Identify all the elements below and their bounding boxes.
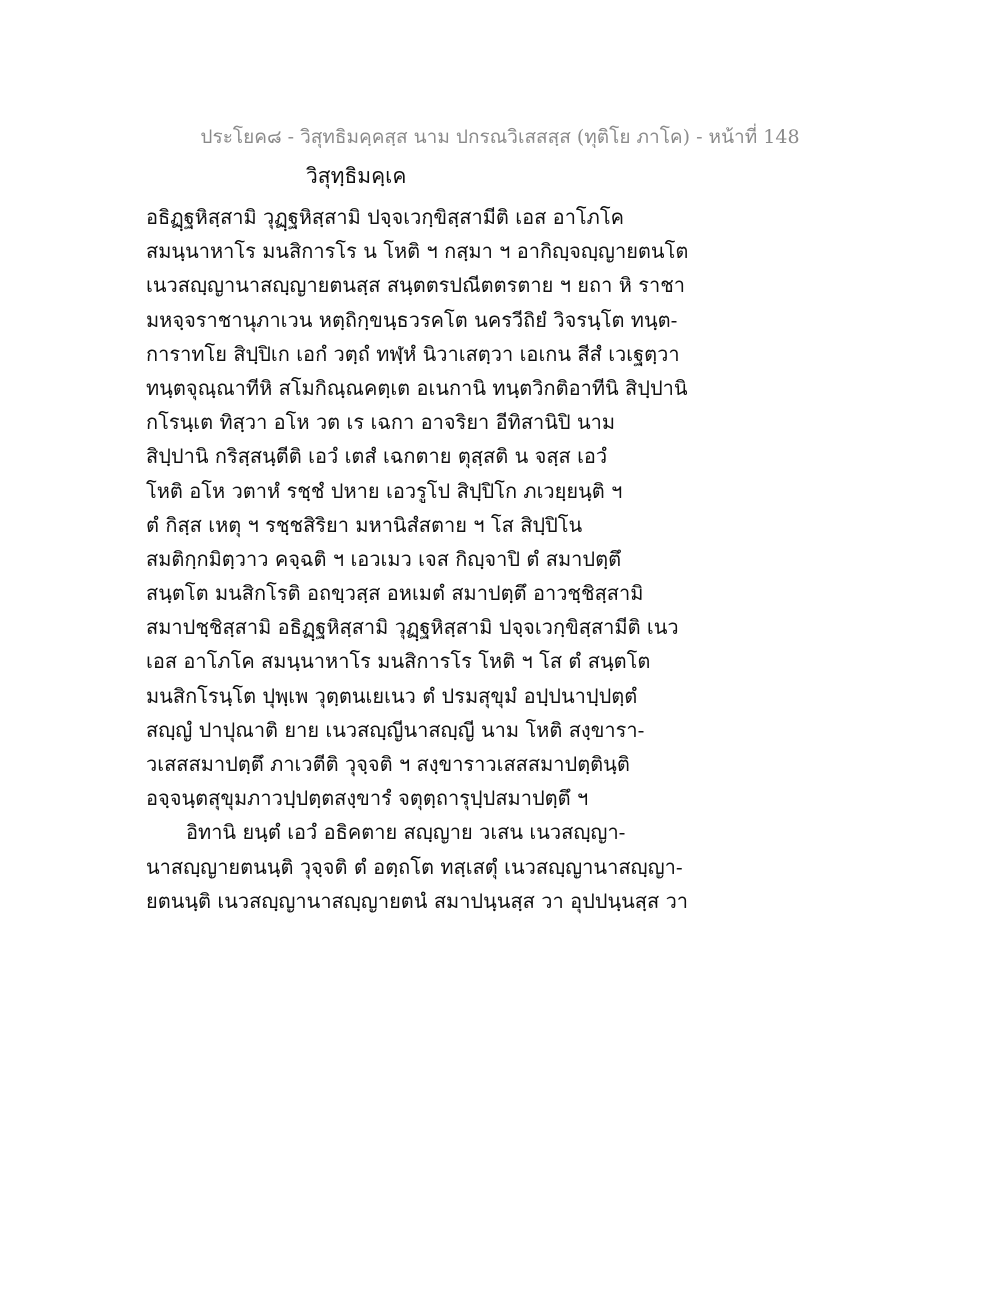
text-line: สนฺตโต มนสิกโรติ อถขฺวสฺส อหเมตํ สมาปตฺตึ อาวชฺชิสฺสามิ xyxy=(146,581,644,606)
section-title: วิสุทฺธิมคฺเค xyxy=(306,164,407,188)
text-line: สญฺญํ ปาปุณาติ ยาย เนวสญฺญีนาสญฺญี นาม โหติ สงฺขารา- xyxy=(146,717,645,742)
text-line: อธิฏฺฐหิสฺสามิ วุฏฺฐหิสฺสามิ ปจฺจเวกฺขิสฺสามีติ เอส อาโภโค xyxy=(146,205,624,229)
text-line: สมติกฺกมิตฺวาว คจฺฉติ ฯ เอวเมว เจส กิญฺจาปิ ตํ สมาปตฺตึ xyxy=(146,546,622,571)
text-line: สมนฺนาหาโร มนสิการโร น โหติ ฯ กสฺมา ฯ อากิญฺจญฺญายตนโต xyxy=(146,239,689,264)
text-line: เอส อาโภโค สมนฺนาหาโร มนสิการโร โหติ ฯ โส ตํ สนฺตโต xyxy=(146,649,651,674)
text-line: เนวสญฺญานาสญฺญายตนสฺส สนฺตตรปณีตตรตาย ฯ ยถา หิ ราชา xyxy=(146,273,686,298)
text-line: กโรนฺเต ทิสฺวา อโห วต เร เฉกา อาจริยา อีทิสานิปิ นาม xyxy=(146,410,616,435)
text-line: อิทานิ ยนฺตํ เอวํ อธิคตาย สญฺญาย วเสน เนวสญฺญา- xyxy=(186,820,626,845)
text-line: วเสสสมาปตฺตึ ภาเวตีติ วุจฺจติ ฯ สงฺขาราวเสสสมาปตฺตินฺติ xyxy=(146,752,630,776)
text-line: อจฺจนฺตสุขุมภาวปฺปตฺตสงฺขารํ จตุตฺถารุปฺปสมาปตฺตึ ฯ xyxy=(146,786,589,811)
text-line: สิปฺปานิ กริสฺสนฺตีติ เอวํ เตสํ เฉกตาย ตุสฺสติ น จสฺส เอวํ xyxy=(146,444,608,469)
text-line: ตํ กิสฺส เหตุ ฯ รชฺชสิริยา มหานิสํสตาย ฯ โส สิปฺปิโน xyxy=(146,512,583,537)
text-line: มนสิกโรนฺโต ปุพฺเพ วุตฺตนเยเนว ตํ ปรมสุขุมํ อปฺปนาปฺปตฺตํ xyxy=(146,683,638,708)
text-line: นาสญฺญายตนนฺติ วุจฺจติ ตํ อตฺถโต ทสฺเสตุํ เนวสญฺญานาสญฺญา- xyxy=(146,854,683,879)
text-line: ยตนนฺติ เนวสญฺญานาสญฺญายตนํ สมาปนฺนสฺส วา อุปปนฺนสฺส วา xyxy=(146,888,689,913)
text-line: มหจฺจราชานุภาเวน หตฺถิกฺขนฺธวรคโต นครวีถิยํ วิจรนฺโต ทนฺต- xyxy=(146,307,678,332)
body-text xyxy=(146,200,706,918)
text-line: สมาปชฺชิสฺสามิ อธิฏฺฐหิสฺสามิ วุฏฺฐหิสฺสามิ ปจฺจเวกฺขิสฺสามีติ เนว xyxy=(146,615,679,640)
page-header: ประโยค๘ - วิสุทธิมคฺคสฺส นาม ปกรณวิเสสสฺส (ทุติโย ภาโค) - หน้าที่ 148 xyxy=(200,126,800,148)
text-line: โหติ อโห วตาหํ รชฺชํ ปหาย เอวรูโป สิปฺปิโก ภเวยฺยนฺติ ฯ xyxy=(146,478,623,503)
text-line: การาทโย สิปฺปิเก เอกํ วตฺถํ ทฬฺหํ นิวาเสตฺวา เอเกน สีสํ เวเฐตฺวา xyxy=(146,341,680,366)
text-line: ทนฺตจุณฺณาทีหิ สโมกิณฺณคตฺเต อเนกานิ ทนฺตวิกติอาทีนิ สิปฺปานิ xyxy=(146,375,688,400)
